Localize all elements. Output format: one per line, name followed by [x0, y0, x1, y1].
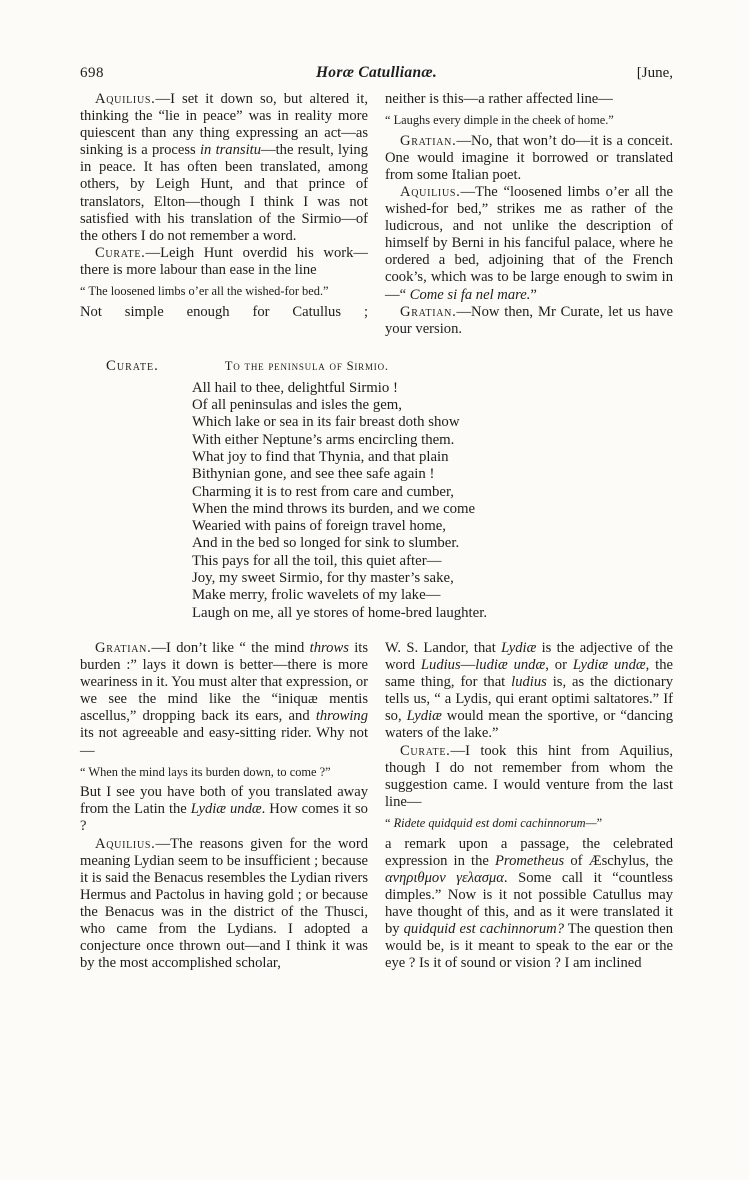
text-segment: —I took this hint from Aquilius, though I do not remember from whom the suggestion came. I would venture from the last line—	[385, 742, 673, 810]
top-right-column	[385, 91, 673, 338]
top-left-column	[80, 91, 368, 338]
speaker-name: Curate.	[400, 742, 451, 759]
text-segment: . Some call it “countless dimples.” Now is it not possible Catullus may have thought of this, and as it were translated it by	[385, 869, 673, 937]
text-segment: —I set it down so, but altered it, thinking the “lie in peace” was in reality more quiescent than any thing expressing an act—as sinking is a process	[80, 91, 368, 159]
paragraph	[80, 91, 368, 245]
paragraph	[80, 245, 368, 279]
bottom-right-column	[385, 640, 673, 972]
poem-header	[80, 358, 673, 375]
issue-date: [June,	[636, 65, 673, 81]
text-segment: a remark upon a passage, the celebrated expression in the	[385, 835, 673, 869]
paragraph	[385, 836, 673, 973]
text-segment: ludius	[511, 674, 547, 691]
text-segment: But I see you have both of you translated away from the Latin the	[80, 784, 368, 818]
page-header	[80, 64, 673, 82]
text-segment: ανηριθμον γελασμα	[385, 869, 504, 886]
paragraph	[385, 184, 673, 304]
text-segment: Come si fa nel mare.	[409, 286, 531, 303]
text-segment: Lydiæ undæ	[190, 801, 262, 818]
text-segment: —No, that won’t do—it is a conceit. One would imagine it borrowed or translated from some Italian poet.	[385, 132, 673, 183]
top-section	[80, 91, 673, 338]
paragraph	[80, 640, 368, 760]
text-segment: —	[460, 657, 476, 674]
text-segment: is the adjective of the word	[385, 639, 673, 674]
text-segment: The question then would be, is it meant to speak to the ear or the eye ? Is it of sound or vision ? I am inclined	[385, 920, 673, 972]
poem-line: With either Neptune’s arms encircling them.	[192, 431, 455, 448]
paragraph	[80, 304, 368, 321]
paragraph	[385, 743, 673, 811]
poem-line: When the mind throws its burden, and we come	[192, 500, 476, 517]
text-segment: . How comes it so ?	[80, 801, 368, 835]
text-segment: its burden :” lays it down is better—there is more weariness in it. You must alter that expression, or we see the mind like the “iniquæ mentis ascellus,” dropping back its ears, and	[80, 639, 369, 725]
text-segment: in transitu	[199, 142, 261, 159]
text-segment: Lydiæ	[501, 639, 537, 656]
poem-line: What joy to find that Thynia, and that plain	[192, 449, 449, 465]
poem-body	[192, 380, 673, 622]
paragraph	[385, 91, 673, 108]
speaker-name: Gratian.	[95, 639, 152, 656]
speaker-name: Gratian.	[400, 132, 457, 149]
speaker-name: Curate.	[95, 244, 146, 261]
text-segment: —I don’t like “ the mind	[151, 639, 310, 656]
text-segment: “	[385, 815, 394, 830]
poem-section	[80, 358, 673, 622]
running-title: Horæ Catullianæ.	[315, 64, 438, 81]
text-segment: “ The loosened limbs o’er all the wished-for bed.”	[80, 284, 329, 299]
page-number: 698	[80, 65, 104, 81]
poem-speaker: Curate.	[106, 357, 159, 374]
bottom-left-column	[80, 640, 368, 972]
quote-paragraph	[80, 284, 368, 299]
text-segment: W. S. Landor, that	[385, 639, 502, 656]
text-segment: quidquid est cachinnorum?	[403, 920, 564, 937]
text-segment: ludiæ undæ	[475, 657, 546, 674]
poem-line: Which lake or sea in its fair breast doth show	[192, 414, 460, 431]
text-segment: Lydiæ undæ	[572, 657, 646, 674]
poem-line: Of all peninsulas and isles the gem,	[192, 397, 402, 414]
text-segment: throwing	[315, 708, 368, 725]
paragraph	[80, 836, 368, 973]
poem-line: This pays for all the toil, this quiet after—	[192, 552, 442, 569]
text-segment: “ When the mind lays its burden down, to come ?”	[80, 764, 331, 779]
text-segment: of Æschylus, the	[564, 852, 673, 869]
poem-line: Make merry, frolic wavelets of my lake—	[192, 587, 441, 604]
speaker-name: Aquilius.	[95, 835, 156, 852]
poem-line: Joy, my sweet Sirmio, for thy master’s sake,	[192, 570, 454, 587]
poem-line: Charming it is to rest from care and cumber,	[192, 483, 454, 500]
bottom-section	[80, 640, 673, 972]
text-segment: Ludius	[420, 657, 461, 674]
text-segment: Ridete quidquid est domi cachinnorum—	[393, 815, 597, 830]
quote-paragraph	[385, 113, 673, 128]
text-segment: Prometheus	[495, 852, 565, 869]
poem-line: Bithynian gone, and see thee safe again !	[192, 466, 435, 483]
paragraph	[385, 133, 673, 184]
text-segment: ”	[596, 815, 603, 830]
text-segment: Not simple enough for Catullus ;	[80, 303, 368, 320]
poem-title: To the peninsula of Sirmio.	[224, 358, 389, 373]
poem-line: Laugh on me, all ye stores of home-bred laughter.	[192, 604, 488, 621]
poem-line: And in the bed so longed for sink to slumber.	[192, 535, 460, 552]
poem-line: Wearied with pains of foreign travel home,	[192, 518, 446, 535]
poem-line: All hail to thee, delightful Sirmio !	[192, 379, 398, 396]
paragraph	[385, 304, 673, 338]
quote-paragraph	[385, 816, 673, 831]
text-segment: —Now then, Mr Curate, let us have your version.	[385, 303, 673, 337]
paragraph	[80, 784, 368, 835]
text-segment: —The “loosened limbs o’er all the wished-for bed,” strikes me as rather of the ludicrous, and not unlike the description of himself by Berni in his fanciful palace, where he ordered a bed, adjoining that of the French cook’s, which was to be large enough to swim in—“	[385, 183, 673, 303]
text-segment: neither is this—a rather affected line—	[385, 91, 613, 107]
speaker-name: Aquilius.	[400, 183, 461, 200]
text-segment: —the result, lying in peace. It has often been translated, among others, by Leigh Hunt, and that prince of translators, Elton—though I think I was not satisfied with his translation of the Sirmio—of the others I do not remember a word.	[80, 142, 368, 244]
text-segment: throws	[309, 639, 349, 656]
text-segment: —Leigh Hunt overdid his work—there is more labour than ease in the line	[80, 244, 368, 278]
text-segment: ”	[530, 286, 537, 303]
quote-paragraph	[80, 765, 368, 780]
text-segment: would mean the sportive, or “dancing waters of the lake.”	[385, 708, 673, 742]
text-segment: Lydiæ	[406, 708, 442, 725]
text-segment: is, as the dictionary tells us, “ a Lydis, qui erant optimi saltatores.” If so,	[385, 674, 673, 725]
paragraph	[385, 640, 673, 743]
speaker-name: Aquilius.	[95, 91, 156, 107]
speaker-name: Gratian.	[400, 303, 457, 320]
text-segment: its not agreeable and easy-sitting rider. Why not—	[80, 725, 368, 759]
text-segment: , the same thing, for that	[385, 657, 673, 691]
text-segment: “ Laughs every dimple in the cheek of home.”	[385, 113, 614, 128]
text-segment: , or	[545, 657, 573, 674]
text-segment: —The reasons given for the word meaning Lydian seem to be insufficient ; because it is said the Benacus resembles the Lydian rivers Hermus and Pactolus in having gold ; or because the Benacus was in the district of the Thusci, who came from the Lydians. I adopted a conjecture once thrown out—and I think it was by the most accomplished scholar,	[80, 835, 368, 972]
